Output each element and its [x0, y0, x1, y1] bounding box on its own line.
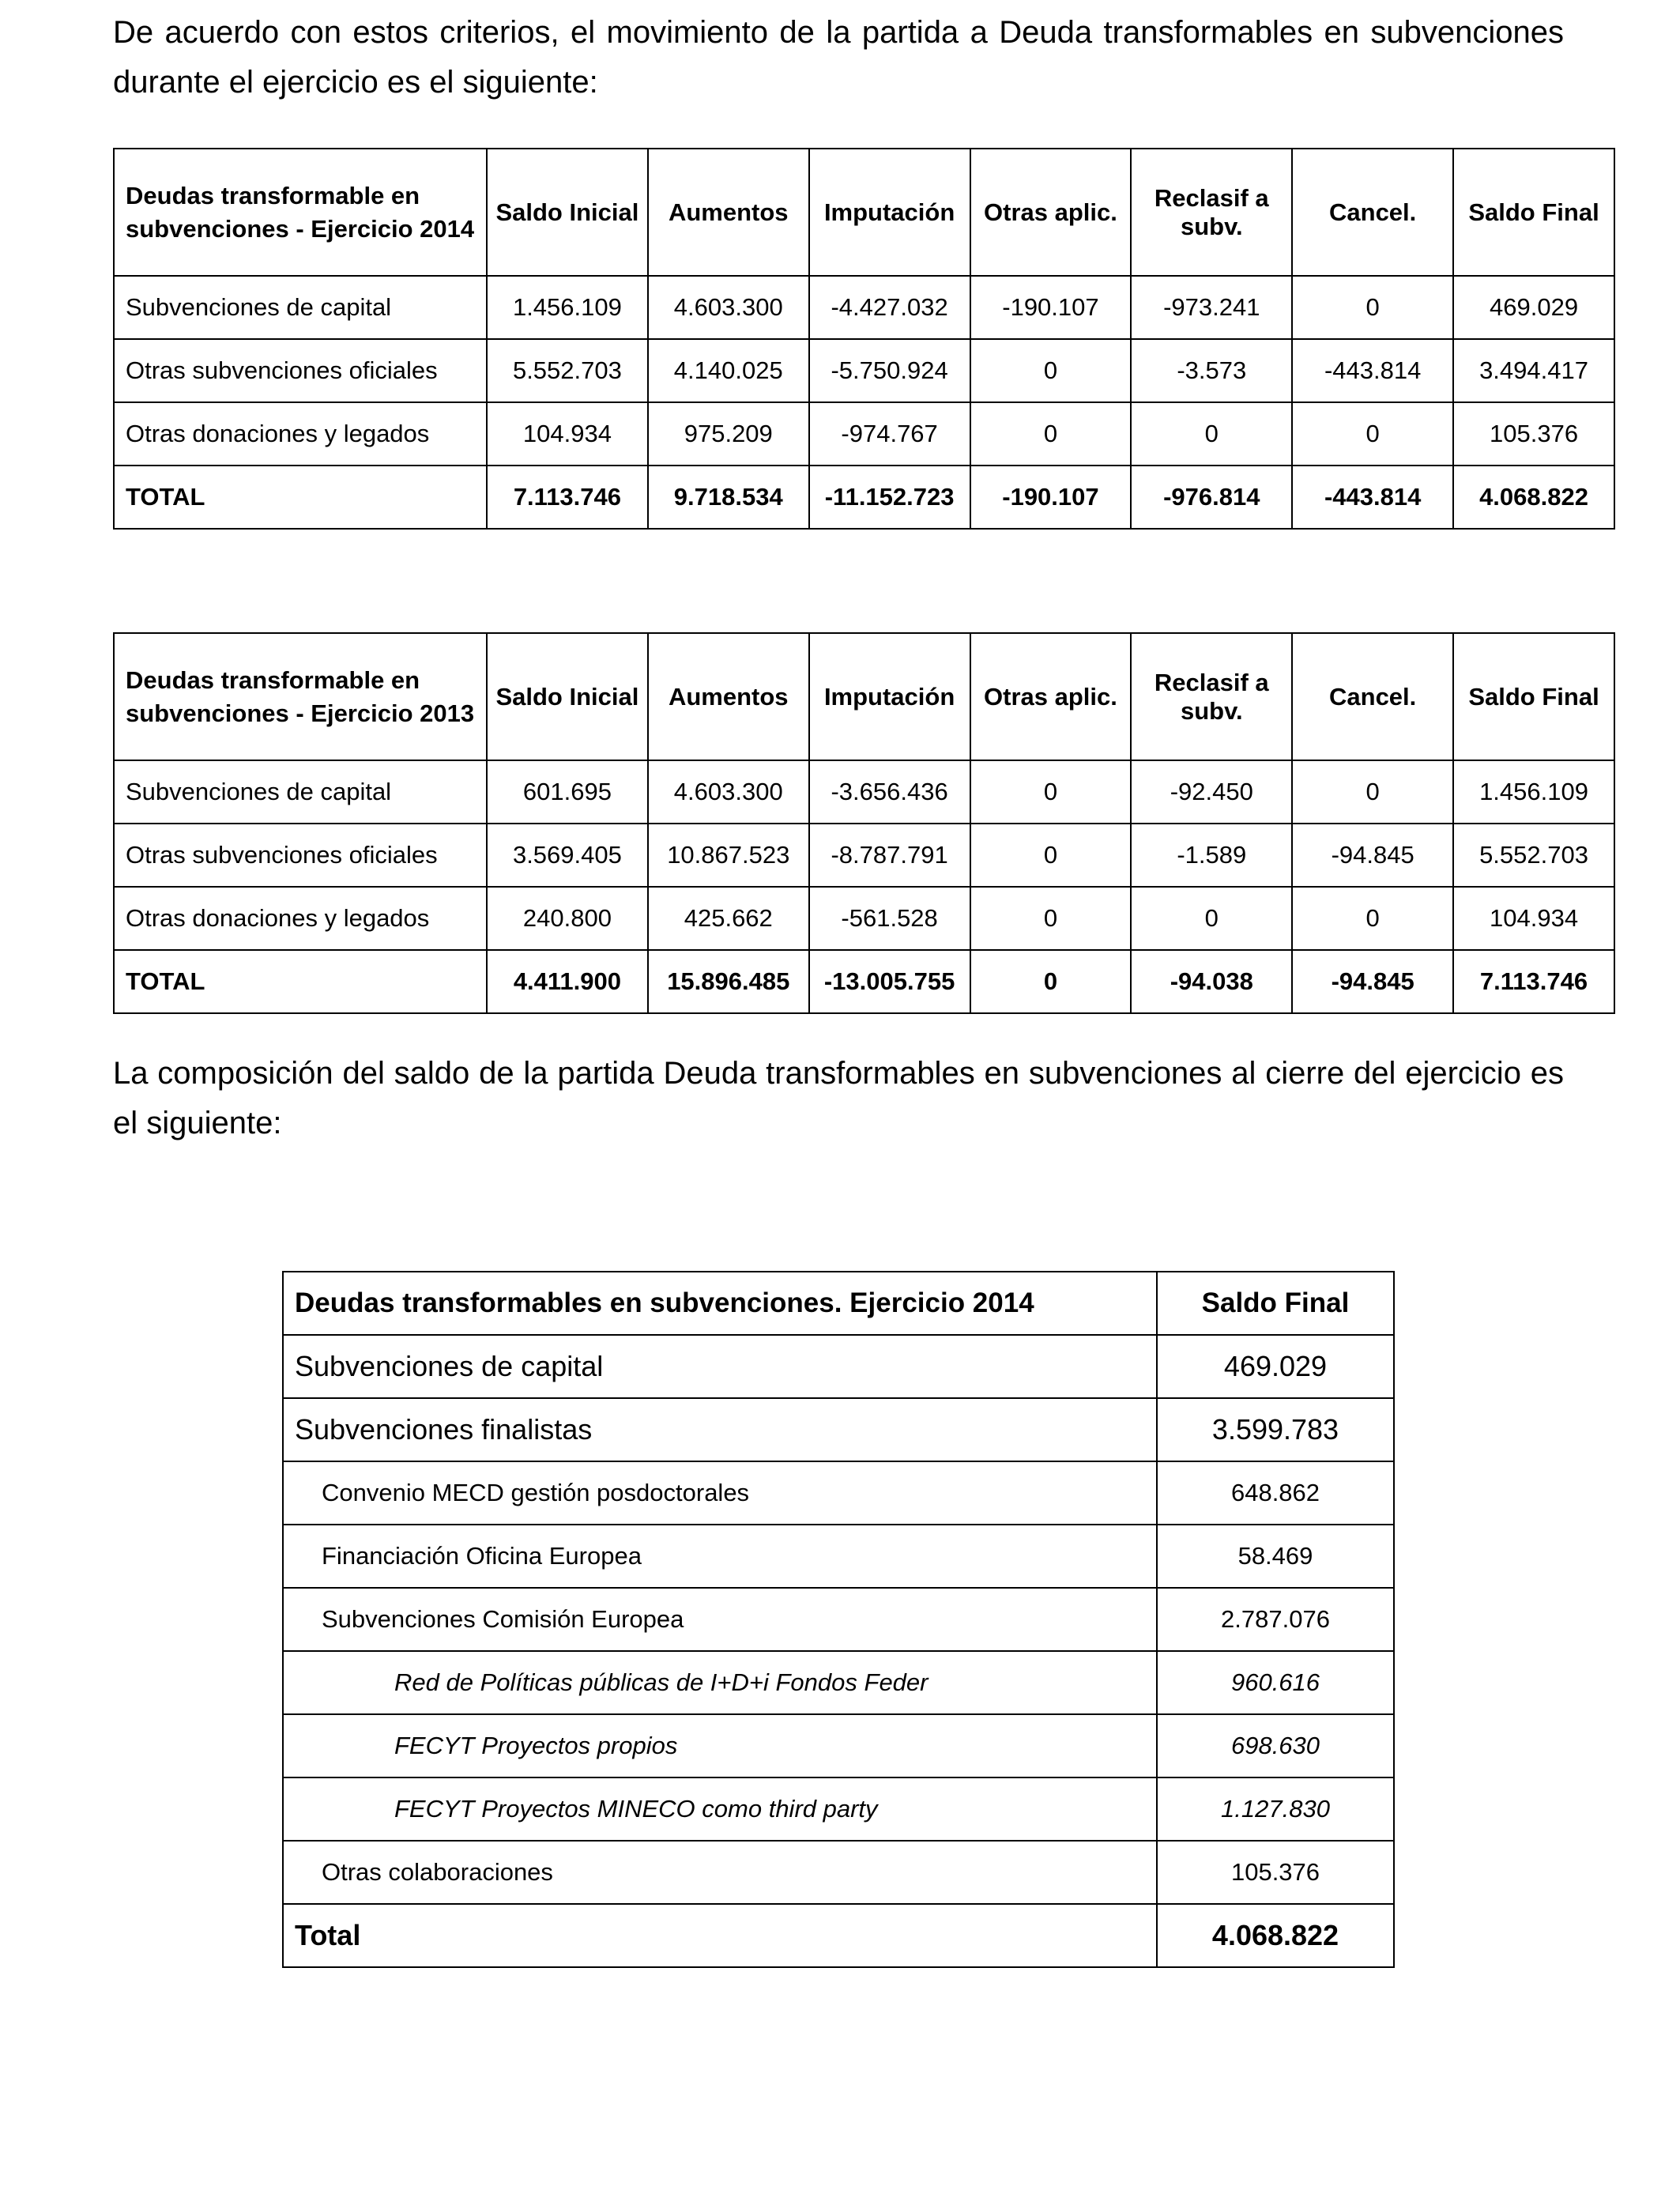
composition-table: [282, 1271, 1395, 1968]
table-cell: 0: [1131, 402, 1292, 466]
col-header: Saldo Final: [1157, 1272, 1394, 1335]
table-row: [283, 1461, 1394, 1525]
table-cell: -976.814: [1131, 466, 1292, 529]
table-cell: 0: [1292, 887, 1453, 950]
table-cell: 0: [970, 339, 1132, 402]
table-row: [283, 1777, 1394, 1841]
table-cell: 0: [970, 950, 1132, 1013]
table-row: [114, 887, 1614, 950]
col-header: Saldo Final: [1453, 633, 1614, 760]
table-cell: 0: [1292, 276, 1453, 339]
table-row: [114, 402, 1614, 466]
row-label: Subvenciones finalistas: [283, 1398, 1157, 1461]
table-cell: 3.599.783: [1157, 1398, 1394, 1461]
table-cell: -8.787.791: [809, 824, 970, 887]
table-title: Deudas transformables en subvenciones. Ejercicio 2014: [283, 1272, 1157, 1335]
table-cell: 4.068.822: [1453, 466, 1614, 529]
table-cell: -974.767: [809, 402, 970, 466]
col-header: Aumentos: [648, 149, 809, 276]
row-label: Subvenciones de capital: [114, 276, 487, 339]
table-title: Deudas transformable en subvenciones - Ejercicio 2014: [114, 149, 487, 276]
table-row: [283, 1651, 1394, 1714]
table-cell: -13.005.755: [809, 950, 970, 1013]
col-header: Otras aplic.: [970, 633, 1132, 760]
table-cell: -94.038: [1131, 950, 1292, 1013]
table-cell: 15.896.485: [648, 950, 809, 1013]
table-cell: -5.750.924: [809, 339, 970, 402]
table-cell: 4.603.300: [648, 276, 809, 339]
table-cell: -443.814: [1292, 339, 1453, 402]
row-label: Subvenciones de capital: [114, 760, 487, 824]
table-cell: 4.140.025: [648, 339, 809, 402]
row-label: Red de Políticas públicas de I+D+i Fondos Feder: [283, 1651, 1157, 1714]
table-cell: 0: [970, 760, 1132, 824]
row-label: Convenio MECD gestión posdoctorales: [283, 1461, 1157, 1525]
table-cell: -3.573: [1131, 339, 1292, 402]
row-label: TOTAL: [114, 466, 487, 529]
table-cell: 601.695: [487, 760, 648, 824]
table-cell: 240.800: [487, 887, 648, 950]
table-cell: -561.528: [809, 887, 970, 950]
row-label: Subvenciones de capital: [283, 1335, 1157, 1398]
table-cell: -92.450: [1131, 760, 1292, 824]
table-row: [114, 760, 1614, 824]
table-cell: 105.376: [1157, 1841, 1394, 1904]
table-cell: 3.569.405: [487, 824, 648, 887]
table-cell: -1.589: [1131, 824, 1292, 887]
movement-table-2013: [113, 632, 1615, 1014]
row-label: Otras subvenciones oficiales: [114, 339, 487, 402]
table-cell: -4.427.032: [809, 276, 970, 339]
table-cell: 104.934: [1453, 887, 1614, 950]
col-header: Aumentos: [648, 633, 809, 760]
col-header: Imputación: [809, 633, 970, 760]
row-label: Financiación Oficina Europea: [283, 1525, 1157, 1588]
table-cell: 698.630: [1157, 1714, 1394, 1777]
table-cell: -94.845: [1292, 950, 1453, 1013]
table-row: [283, 1335, 1394, 1398]
table-cell: 0: [1292, 402, 1453, 466]
table-cell: 469.029: [1157, 1335, 1394, 1398]
table-title: Deudas transformable en subvenciones - Ejercicio 2013: [114, 633, 487, 760]
col-header: Otras aplic.: [970, 149, 1132, 276]
table-cell: 4.411.900: [487, 950, 648, 1013]
table-cell: -973.241: [1131, 276, 1292, 339]
table-cell: 105.376: [1453, 402, 1614, 466]
col-header: Reclasif a subv.: [1131, 149, 1292, 276]
intro-paragraph: De acuerdo con estos criterios, el movimiento de la partida a Deuda transformables en subvenciones durante el ejercicio es el siguiente:: [113, 15, 1564, 100]
total-row: [114, 466, 1614, 529]
table-row: [114, 824, 1614, 887]
table-header-row: [283, 1272, 1394, 1335]
row-label: Otras subvenciones oficiales: [114, 824, 487, 887]
col-header: Cancel.: [1292, 633, 1453, 760]
table-cell: 648.862: [1157, 1461, 1394, 1525]
table-cell: 5.552.703: [1453, 824, 1614, 887]
row-label: Total: [283, 1904, 1157, 1967]
movement-table-2014: [113, 148, 1615, 530]
table-cell: 960.616: [1157, 1651, 1394, 1714]
table-row: [283, 1398, 1394, 1461]
col-header: Saldo Inicial: [487, 149, 648, 276]
table-row: [283, 1525, 1394, 1588]
col-header: Cancel.: [1292, 149, 1453, 276]
table-cell: 1.456.109: [487, 276, 648, 339]
table-cell: 469.029: [1453, 276, 1614, 339]
table-cell: 0: [970, 824, 1132, 887]
row-label: Subvenciones Comisión Europea: [283, 1588, 1157, 1651]
table-cell: 975.209: [648, 402, 809, 466]
row-label: TOTAL: [114, 950, 487, 1013]
table-cell: -11.152.723: [809, 466, 970, 529]
table-cell: 0: [1131, 887, 1292, 950]
col-header: Imputación: [809, 149, 970, 276]
table-cell: 4.068.822: [1157, 1904, 1394, 1967]
table-header-row: [114, 633, 1614, 760]
table-cell: -3.656.436: [809, 760, 970, 824]
col-header: Reclasif a subv.: [1131, 633, 1292, 760]
table-cell: 10.867.523: [648, 824, 809, 887]
table-cell: 7.113.746: [487, 466, 648, 529]
table-cell: -190.107: [970, 466, 1132, 529]
table-cell: 1.127.830: [1157, 1777, 1394, 1841]
row-label: Otras donaciones y legados: [114, 887, 487, 950]
table-cell: 58.469: [1157, 1525, 1394, 1588]
table-row: [283, 1588, 1394, 1651]
row-label: Otras colaboraciones: [283, 1841, 1157, 1904]
col-header: Saldo Inicial: [487, 633, 648, 760]
total-row: [114, 950, 1614, 1013]
composition-intro-paragraph: La composición del saldo de la partida Deuda transformables en subvenciones al cierre del ejercicio es el siguiente:: [113, 1056, 1564, 1140]
row-label: FECYT Proyectos propios: [283, 1714, 1157, 1777]
table-cell: 7.113.746: [1453, 950, 1614, 1013]
table-row: [114, 339, 1614, 402]
table-cell: -94.845: [1292, 824, 1453, 887]
table-cell: 0: [970, 887, 1132, 950]
table-cell: -190.107: [970, 276, 1132, 339]
table-header-row: [114, 149, 1614, 276]
table-cell: 1.456.109: [1453, 760, 1614, 824]
table-row: [283, 1841, 1394, 1904]
table-cell: 425.662: [648, 887, 809, 950]
row-label: Otras donaciones y legados: [114, 402, 487, 466]
table-cell: 9.718.534: [648, 466, 809, 529]
table-cell: 0: [1292, 760, 1453, 824]
row-label: FECYT Proyectos MINECO como third party: [283, 1777, 1157, 1841]
table-row: [114, 276, 1614, 339]
total-row: [283, 1904, 1394, 1967]
table-cell: 4.603.300: [648, 760, 809, 824]
table-cell: 5.552.703: [487, 339, 648, 402]
table-cell: 2.787.076: [1157, 1588, 1394, 1651]
table-row: [283, 1714, 1394, 1777]
table-cell: 0: [970, 402, 1132, 466]
table-cell: 3.494.417: [1453, 339, 1614, 402]
table-cell: -443.814: [1292, 466, 1453, 529]
col-header: Saldo Final: [1453, 149, 1614, 276]
table-cell: 104.934: [487, 402, 648, 466]
